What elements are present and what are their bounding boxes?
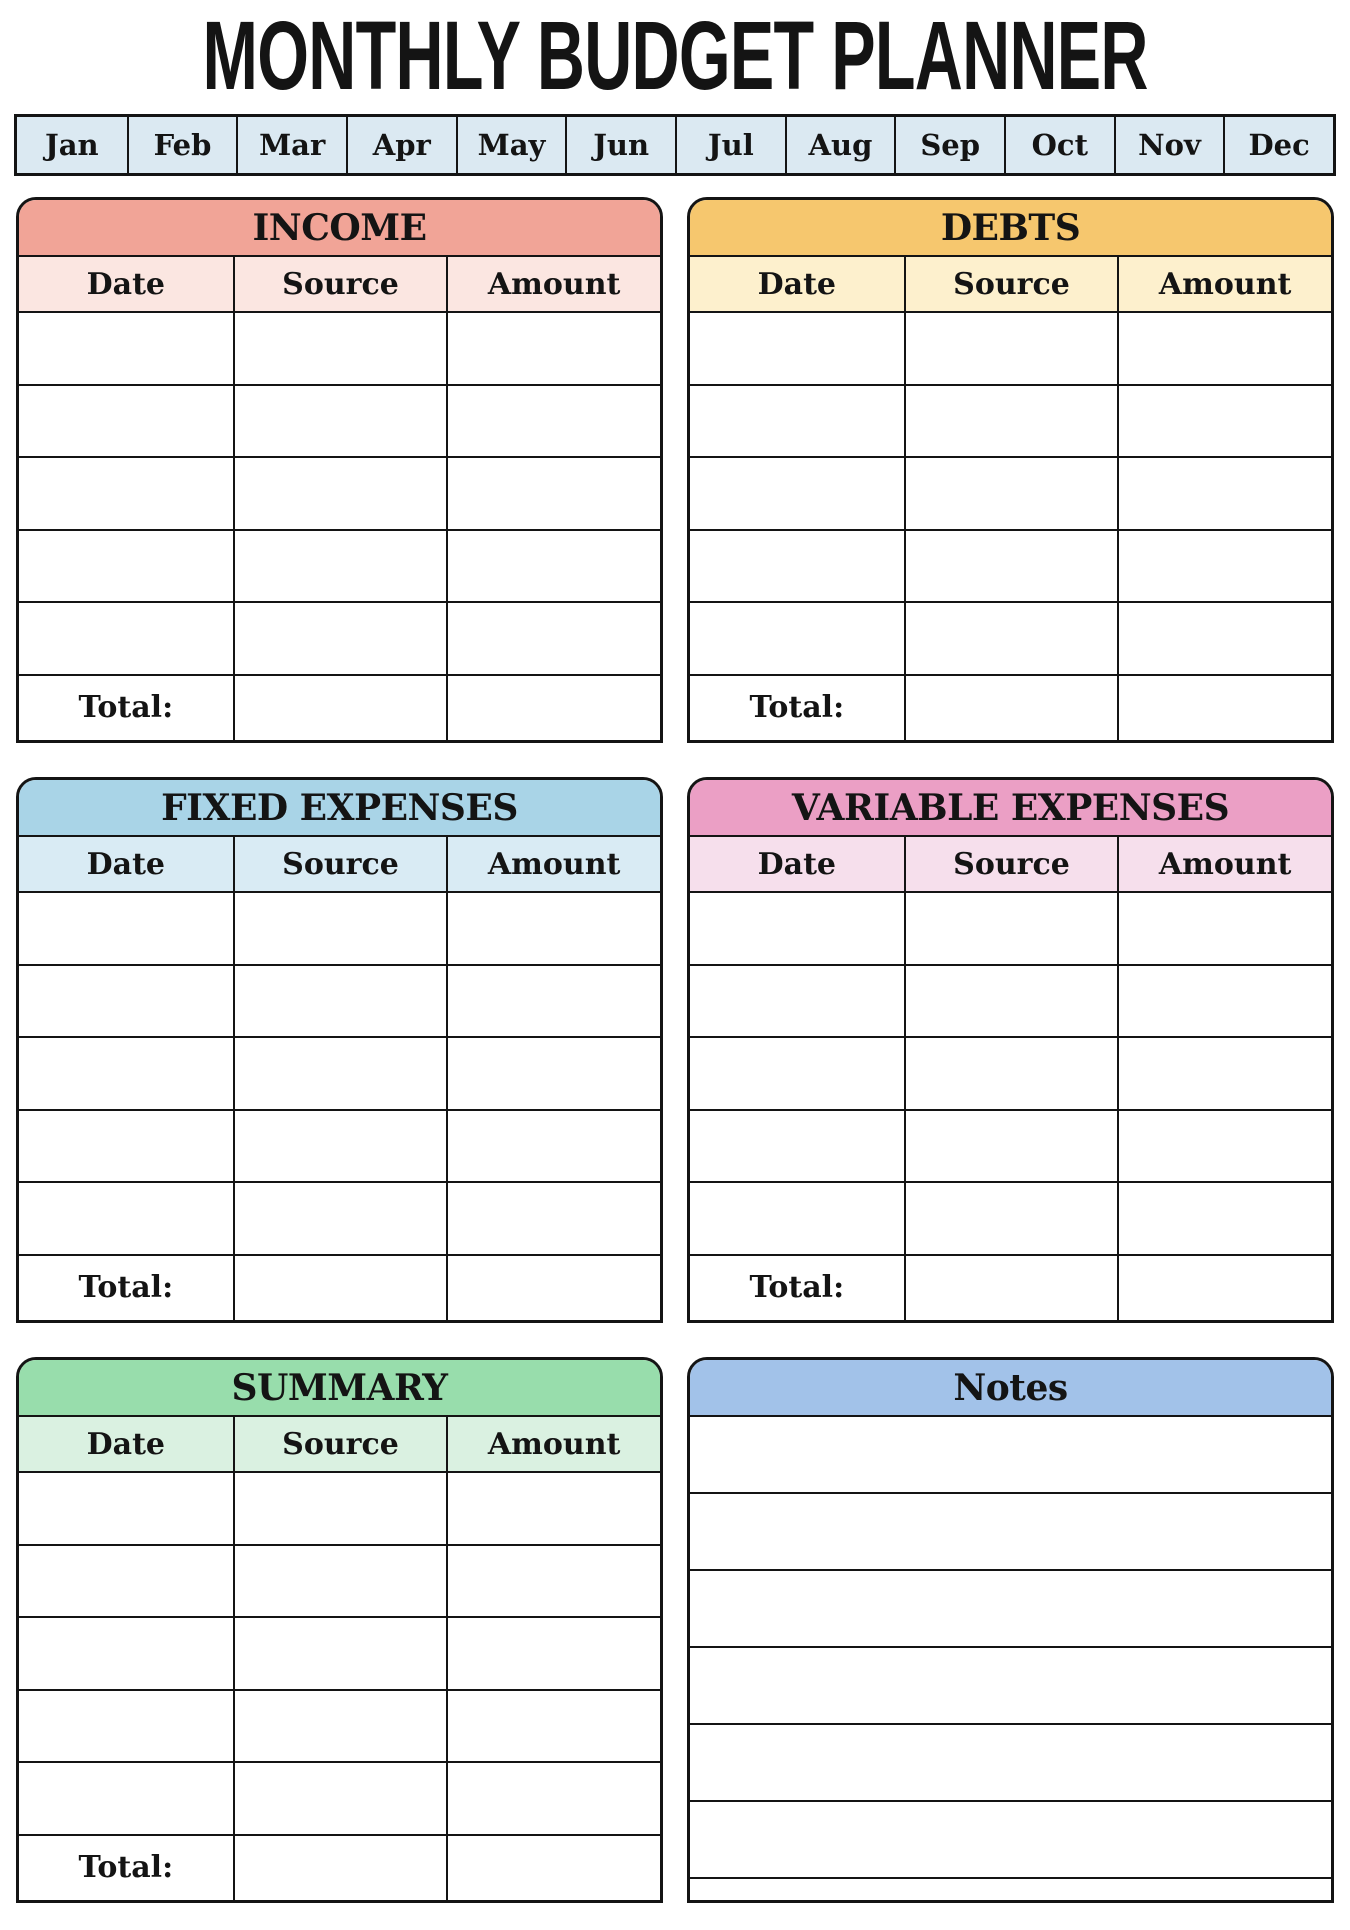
total-label: Total: bbox=[749, 690, 845, 726]
fixed-expenses-date-cell[interactable] bbox=[19, 1038, 233, 1109]
table-row bbox=[690, 603, 1331, 676]
table-row bbox=[19, 458, 660, 531]
column-header-amount: Amount bbox=[446, 1417, 660, 1471]
fixed-expenses-date-cell[interactable] bbox=[19, 893, 233, 964]
column-header-row bbox=[690, 837, 1331, 893]
debts-date-cell[interactable] bbox=[690, 603, 904, 674]
summary-source-cell[interactable] bbox=[233, 1473, 447, 1544]
variable-expenses-date-cell[interactable] bbox=[690, 1038, 904, 1109]
total-row bbox=[690, 676, 1331, 740]
debts-amount-cell[interactable] bbox=[1117, 531, 1331, 602]
fixed-expenses-amount-cell[interactable] bbox=[446, 1111, 660, 1182]
variable-expenses-amount-cell[interactable] bbox=[1117, 1111, 1331, 1182]
table-row bbox=[19, 893, 660, 966]
summary-amount-cell[interactable] bbox=[446, 1691, 660, 1762]
total-label: Total: bbox=[78, 1850, 174, 1886]
section-header-income: INCOME bbox=[19, 200, 660, 257]
summary-total-source-cell[interactable] bbox=[233, 1836, 447, 1900]
debts-total-amount-cell[interactable] bbox=[1117, 676, 1331, 740]
table-row bbox=[690, 1038, 1331, 1111]
section-summary bbox=[16, 1357, 663, 1903]
table-row bbox=[19, 386, 660, 459]
section-fixed-expenses bbox=[16, 777, 663, 1323]
fixed-expenses-date-cell[interactable] bbox=[19, 1111, 233, 1182]
income-date-cell[interactable] bbox=[19, 458, 233, 529]
variable-expenses-source-cell[interactable] bbox=[904, 966, 1118, 1037]
variable-expenses-amount-cell[interactable] bbox=[1117, 966, 1331, 1037]
table-row bbox=[19, 1763, 660, 1836]
income-source-cell[interactable] bbox=[233, 458, 447, 529]
summary-date-cell[interactable] bbox=[19, 1618, 233, 1689]
income-amount-cell[interactable] bbox=[446, 531, 660, 602]
table-row bbox=[19, 1473, 660, 1546]
summary-amount-cell[interactable] bbox=[446, 1618, 660, 1689]
section-header-variable-expenses: VARIABLE EXPENSES bbox=[690, 780, 1331, 837]
summary-amount-cell[interactable] bbox=[446, 1473, 660, 1544]
income-source-cell[interactable] bbox=[233, 531, 447, 602]
fixed-expenses-amount-cell[interactable] bbox=[446, 893, 660, 964]
section-income bbox=[16, 197, 663, 743]
variable-expenses-total-amount-cell[interactable] bbox=[1117, 1256, 1331, 1320]
section-header-notes: Notes bbox=[690, 1360, 1331, 1417]
income-source-cell[interactable] bbox=[233, 603, 447, 674]
table-row bbox=[690, 1111, 1331, 1184]
column-header-source: Source bbox=[904, 837, 1118, 891]
month-tab-apr[interactable]: Apr bbox=[346, 117, 456, 173]
summary-amount-cell[interactable] bbox=[446, 1546, 660, 1617]
summary-date-cell[interactable] bbox=[19, 1691, 233, 1762]
income-amount-cell[interactable] bbox=[446, 603, 660, 674]
column-header-row bbox=[19, 257, 660, 313]
income-date-cell[interactable] bbox=[19, 603, 233, 674]
month-tab-jan[interactable]: Jan bbox=[45, 128, 99, 162]
section-header-debts: DEBTS bbox=[690, 200, 1331, 257]
table-row bbox=[690, 893, 1331, 966]
summary-source-cell[interactable] bbox=[233, 1546, 447, 1617]
summary-date-cell[interactable] bbox=[19, 1473, 233, 1544]
total-row bbox=[690, 1256, 1331, 1320]
variable-expenses-source-cell[interactable] bbox=[904, 1038, 1118, 1109]
fixed-expenses-total-amount-cell[interactable] bbox=[446, 1256, 660, 1320]
variable-expenses-date-cell[interactable] bbox=[690, 966, 904, 1037]
table-row bbox=[19, 1546, 660, 1619]
variable-expenses-total-source-cell[interactable] bbox=[904, 1256, 1118, 1320]
notes-line[interactable] bbox=[690, 1417, 1331, 1494]
income-date-cell[interactable] bbox=[19, 386, 233, 457]
table-row bbox=[690, 313, 1331, 386]
column-header-date: Date bbox=[757, 846, 837, 882]
section-header-summary: SUMMARY bbox=[19, 1360, 660, 1417]
notes-line[interactable] bbox=[690, 1648, 1331, 1725]
month-tab-jun[interactable]: Jun bbox=[565, 117, 675, 173]
summary-source-cell[interactable] bbox=[233, 1691, 447, 1762]
income-source-cell[interactable] bbox=[233, 313, 447, 384]
income-total-amount-cell[interactable] bbox=[446, 676, 660, 740]
income-date-cell[interactable] bbox=[19, 313, 233, 384]
fixed-expenses-source-cell[interactable] bbox=[233, 1183, 447, 1254]
month-tab-may[interactable]: May bbox=[456, 117, 566, 173]
fixed-expenses-total-source-cell[interactable] bbox=[233, 1256, 447, 1320]
fixed-expenses-date-cell[interactable] bbox=[19, 966, 233, 1037]
debts-date-cell[interactable] bbox=[690, 531, 904, 602]
column-header-row bbox=[690, 257, 1331, 313]
month-selector-bar bbox=[14, 114, 1336, 176]
month-tab-oct[interactable]: Oct bbox=[1004, 117, 1114, 173]
debts-total-source-cell[interactable] bbox=[904, 676, 1118, 740]
table-row bbox=[19, 1111, 660, 1184]
table-row bbox=[19, 603, 660, 676]
section-variable-expenses bbox=[687, 777, 1334, 1323]
fixed-expenses-amount-cell[interactable] bbox=[446, 966, 660, 1037]
table-row bbox=[690, 531, 1331, 604]
debts-source-cell[interactable] bbox=[904, 313, 1118, 384]
income-total-source-cell[interactable] bbox=[233, 676, 447, 740]
summary-amount-cell[interactable] bbox=[446, 1763, 660, 1834]
table-row bbox=[19, 966, 660, 1039]
debts-source-cell[interactable] bbox=[904, 458, 1118, 529]
total-label: Total: bbox=[78, 1270, 174, 1306]
total-label: Total: bbox=[749, 1270, 845, 1306]
column-header-source: Source bbox=[233, 837, 447, 891]
column-header-date: Date bbox=[757, 266, 837, 302]
summary-date-cell[interactable] bbox=[19, 1546, 233, 1617]
fixed-expenses-amount-cell[interactable] bbox=[446, 1183, 660, 1254]
column-header-amount: Amount bbox=[446, 837, 660, 891]
table-row bbox=[19, 1183, 660, 1256]
variable-expenses-date-cell[interactable] bbox=[690, 893, 904, 964]
month-tab-feb[interactable]: Feb bbox=[127, 117, 237, 173]
income-date-cell[interactable] bbox=[19, 531, 233, 602]
income-source-cell[interactable] bbox=[233, 386, 447, 457]
summary-source-cell[interactable] bbox=[233, 1763, 447, 1834]
column-header-date: Date bbox=[86, 266, 166, 302]
fixed-expenses-amount-cell[interactable] bbox=[446, 1038, 660, 1109]
section-debts bbox=[687, 197, 1334, 743]
month-tab-sep[interactable]: Sep bbox=[894, 117, 1004, 173]
summary-date-cell[interactable] bbox=[19, 1763, 233, 1834]
debts-amount-cell[interactable] bbox=[1117, 458, 1331, 529]
variable-expenses-amount-cell[interactable] bbox=[1117, 1038, 1331, 1109]
income-amount-cell[interactable] bbox=[446, 458, 660, 529]
debts-amount-cell[interactable] bbox=[1117, 386, 1331, 457]
notes-line[interactable] bbox=[690, 1802, 1331, 1879]
table-row bbox=[690, 966, 1331, 1039]
debts-amount-cell[interactable] bbox=[1117, 603, 1331, 674]
variable-expenses-source-cell[interactable] bbox=[904, 1183, 1118, 1254]
column-header-source: Source bbox=[904, 257, 1118, 311]
column-header-date: Date bbox=[86, 1426, 166, 1462]
table-row bbox=[690, 386, 1331, 459]
notes-line[interactable] bbox=[690, 1494, 1331, 1571]
variable-expenses-date-cell[interactable] bbox=[690, 1111, 904, 1182]
summary-source-cell[interactable] bbox=[233, 1618, 447, 1689]
notes-line[interactable] bbox=[690, 1725, 1331, 1802]
planner-sections bbox=[16, 197, 1334, 1903]
fixed-expenses-source-cell[interactable] bbox=[233, 893, 447, 964]
table-row bbox=[690, 1183, 1331, 1256]
section-header-fixed-expenses: FIXED EXPENSES bbox=[19, 780, 660, 837]
column-header-amount: Amount bbox=[1117, 837, 1331, 891]
table-row bbox=[690, 458, 1331, 531]
page-title bbox=[14, 0, 1336, 111]
fixed-expenses-source-cell[interactable] bbox=[233, 1038, 447, 1109]
section-notes bbox=[687, 1357, 1334, 1903]
income-amount-cell[interactable] bbox=[446, 386, 660, 457]
total-row bbox=[19, 676, 660, 740]
fixed-expenses-date-cell[interactable] bbox=[19, 1183, 233, 1254]
debts-date-cell[interactable] bbox=[690, 386, 904, 457]
notes-line[interactable] bbox=[690, 1571, 1331, 1648]
summary-total-amount-cell[interactable] bbox=[446, 1836, 660, 1900]
variable-expenses-date-cell[interactable] bbox=[690, 1183, 904, 1254]
table-row bbox=[19, 1038, 660, 1111]
column-header-source: Source bbox=[233, 1417, 447, 1471]
column-header-date: Date bbox=[86, 846, 166, 882]
variable-expenses-amount-cell[interactable] bbox=[1117, 1183, 1331, 1254]
variable-expenses-source-cell[interactable] bbox=[904, 1111, 1118, 1182]
column-header-source: Source bbox=[233, 257, 447, 311]
variable-expenses-source-cell[interactable] bbox=[904, 893, 1118, 964]
debts-source-cell[interactable] bbox=[904, 531, 1118, 602]
total-row bbox=[19, 1836, 660, 1900]
debts-source-cell[interactable] bbox=[904, 386, 1118, 457]
page-title-text: MONTHLY BUDGET PLANNER bbox=[202, 0, 1148, 111]
debts-date-cell[interactable] bbox=[690, 458, 904, 529]
variable-expenses-amount-cell[interactable] bbox=[1117, 893, 1331, 964]
notes-line[interactable] bbox=[690, 1879, 1331, 1900]
debts-date-cell[interactable] bbox=[690, 313, 904, 384]
income-amount-cell[interactable] bbox=[446, 313, 660, 384]
total-row bbox=[19, 1256, 660, 1320]
debts-source-cell[interactable] bbox=[904, 603, 1118, 674]
fixed-expenses-source-cell[interactable] bbox=[233, 966, 447, 1037]
month-tab-mar[interactable]: Mar bbox=[236, 117, 346, 173]
month-tab-jul[interactable]: Jul bbox=[675, 117, 785, 173]
month-tab-aug[interactable]: Aug bbox=[785, 117, 895, 173]
table-row bbox=[19, 1618, 660, 1691]
debts-amount-cell[interactable] bbox=[1117, 313, 1331, 384]
fixed-expenses-source-cell[interactable] bbox=[233, 1111, 447, 1182]
column-header-row bbox=[19, 837, 660, 893]
month-tab-dec[interactable]: Dec bbox=[1223, 117, 1333, 173]
month-tab-nov[interactable]: Nov bbox=[1114, 117, 1224, 173]
table-row bbox=[19, 531, 660, 604]
table-row bbox=[19, 1691, 660, 1764]
column-header-amount: Amount bbox=[1117, 257, 1331, 311]
total-label: Total: bbox=[78, 690, 174, 726]
column-header-amount: Amount bbox=[446, 257, 660, 311]
column-header-row bbox=[19, 1417, 660, 1473]
table-row bbox=[19, 313, 660, 386]
